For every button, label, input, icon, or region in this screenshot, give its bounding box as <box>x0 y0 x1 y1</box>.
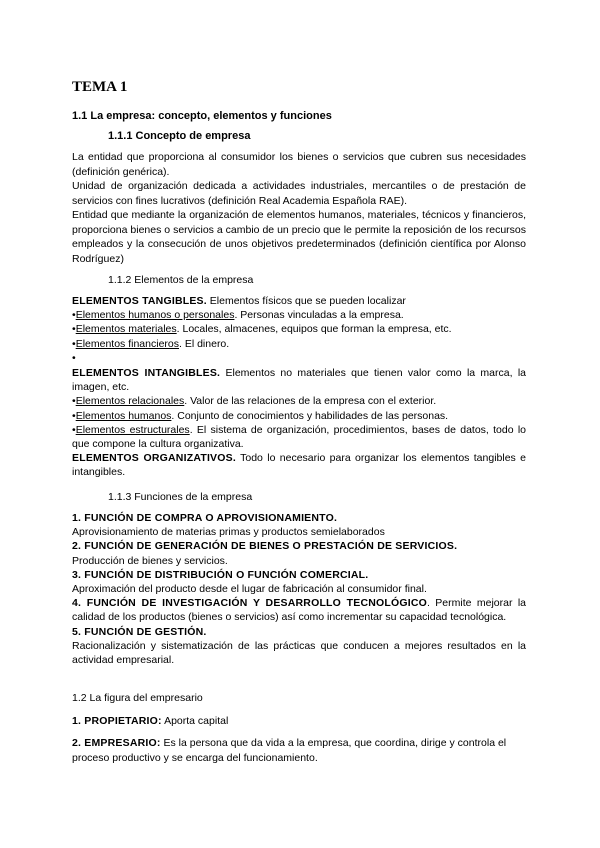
function-text: Producción de bienes y servicios. <box>72 554 228 567</box>
functions-block <box>72 511 526 667</box>
list-item-term: Elementos humanos o personales <box>75 309 235 322</box>
list-item <box>72 423 526 451</box>
function-heading: 5. FUNCIÓN DE GESTIÓN. <box>72 625 207 638</box>
function-heading-inline: 4. FUNCIÓN DE INVESTIGACIÓN Y DESARROLLO TECNOLÓGICO. Permite mejorar la calidad de los productos (bienes o servicios) así como incrementar su capacidad tecnológica. <box>72 597 526 624</box>
list-item <box>72 409 526 423</box>
intangibles-heading: ELEMENTOS INTANGIBLES. <box>72 367 221 379</box>
organizativos-line <box>72 451 526 479</box>
organizativos-heading: ELEMENTOS ORGANIZATIVOS. <box>72 452 236 465</box>
list-item <box>72 308 526 322</box>
bullet: • <box>72 351 76 364</box>
bullet: • <box>72 409 76 422</box>
function-heading: 1. FUNCIÓN DE COMPRA O APROVISIONAMIENTO. <box>72 512 338 524</box>
function-text: Racionalización y sistematización de las prácticas que conducen a mejores resultados en la actividad empresarial. <box>72 639 526 667</box>
section-heading-1-1-1: 1.1.1 Concepto de empresa <box>108 130 251 142</box>
section-heading-1-1: 1.1 La empresa: concepto, elementos y funciones <box>72 110 332 122</box>
list-item-term: Elementos humanos <box>75 409 172 422</box>
empresario-item-2: 2. EMPRESARIO: Es la persona que da vida a la empresa, que coordina, dirige y controla el proceso productivo y se encarga del funcionamiento. <box>72 737 507 764</box>
bullet: • <box>72 395 76 408</box>
concept-definition-3: Entidad que mediante la organización de elementos humanos, materiales, técnicos y financieros, proporciona bienes o servicios a cambio de un precio que le permite la reposición de los recursos empleados y la consecución de unos objetivos predeterminados (definición científica por Alonso Rodríguez) <box>72 209 526 265</box>
list-item-text: . Personas vinculadas a la empresa. <box>234 309 404 322</box>
bullet: • <box>72 423 76 436</box>
page-title: TEMA 1 <box>72 79 128 95</box>
list-item-term: Elementos materiales <box>75 323 177 336</box>
tangibles-heading-text: Elementos físicos que se pueden localizar <box>206 295 406 307</box>
concept-definition-1: La entidad que proporciona al consumidor los bienes o servicios que cubren sus necesidades (definición genérica). <box>72 151 526 178</box>
intangibles-heading-line <box>72 366 526 394</box>
intangibles-block <box>72 366 526 480</box>
function-text: Aprovisionamiento de materias primas y productos semielaborados <box>72 526 385 539</box>
list-item-text: . El sistema de organización, procedimientos, bases de datos, todo lo que compone la cultura organizativa. <box>72 423 526 451</box>
list-item-term: Elementos relacionales <box>75 395 185 408</box>
tangibles-heading: ELEMENTOS TANGIBLES. <box>72 295 207 307</box>
function-inline-text: . Permite mejorar la calidad de los productos (bienes o servicios) así como incrementar su capacidad tecnológica. <box>72 597 526 624</box>
list-item-term: Elementos financieros <box>75 337 179 350</box>
concept-definition-2: Unidad de organización dedicada a actividades industriales, mercantiles o de prestación de servicios con fines lucrativos (definición Real Academia Española RAE). <box>72 180 526 207</box>
list-item <box>72 337 526 351</box>
section-heading-1-1-2: 1.1.2 Elementos de la empresa <box>108 274 254 286</box>
intangibles-heading-text: Elementos no materiales que tienen valor como la marca, la imagen, etc. <box>72 367 526 394</box>
list-item-text: . Valor de las relaciones de la empresa con el exterior. <box>184 395 437 408</box>
tangibles-block <box>72 294 526 365</box>
function-heading: 2. FUNCIÓN DE GENERACIÓN DE BIENES O PRESTACIÓN DE SERVICIOS. <box>72 540 458 553</box>
bullet: • <box>72 323 76 336</box>
bullet: • <box>72 337 76 350</box>
list-item <box>72 394 526 408</box>
list-item-text: . El dinero. <box>179 337 230 350</box>
section-heading-1-1-3: 1.1.3 Funciones de la empresa <box>108 491 253 503</box>
section-heading-1-2: 1.2 La figura del empresario <box>72 692 203 704</box>
list-item <box>72 322 526 336</box>
empresario-item-1: 1. PROPIETARIO: Aporta capital <box>72 715 229 727</box>
list-item-text: . Locales, almacenes, equipos que forman la empresa, etc. <box>176 323 452 336</box>
list-item-text: . Conjunto de conocimientos y habilidades de las personas. <box>171 409 449 422</box>
organizativos-text: Todo lo necesario para organizar los elementos tangibles e intangibles. <box>72 452 526 479</box>
list-item-term: Elementos estructurales <box>75 423 190 436</box>
empty-list-item <box>72 351 526 365</box>
bullet: • <box>72 309 76 322</box>
function-heading: 3. FUNCIÓN DE DISTRIBUCIÓN O FUNCIÓN COMERCIAL. <box>72 568 369 581</box>
tangibles-heading-line <box>72 294 526 308</box>
function-text: Aproximación del producto desde el lugar de fabricación al consumidor final. <box>72 583 427 596</box>
